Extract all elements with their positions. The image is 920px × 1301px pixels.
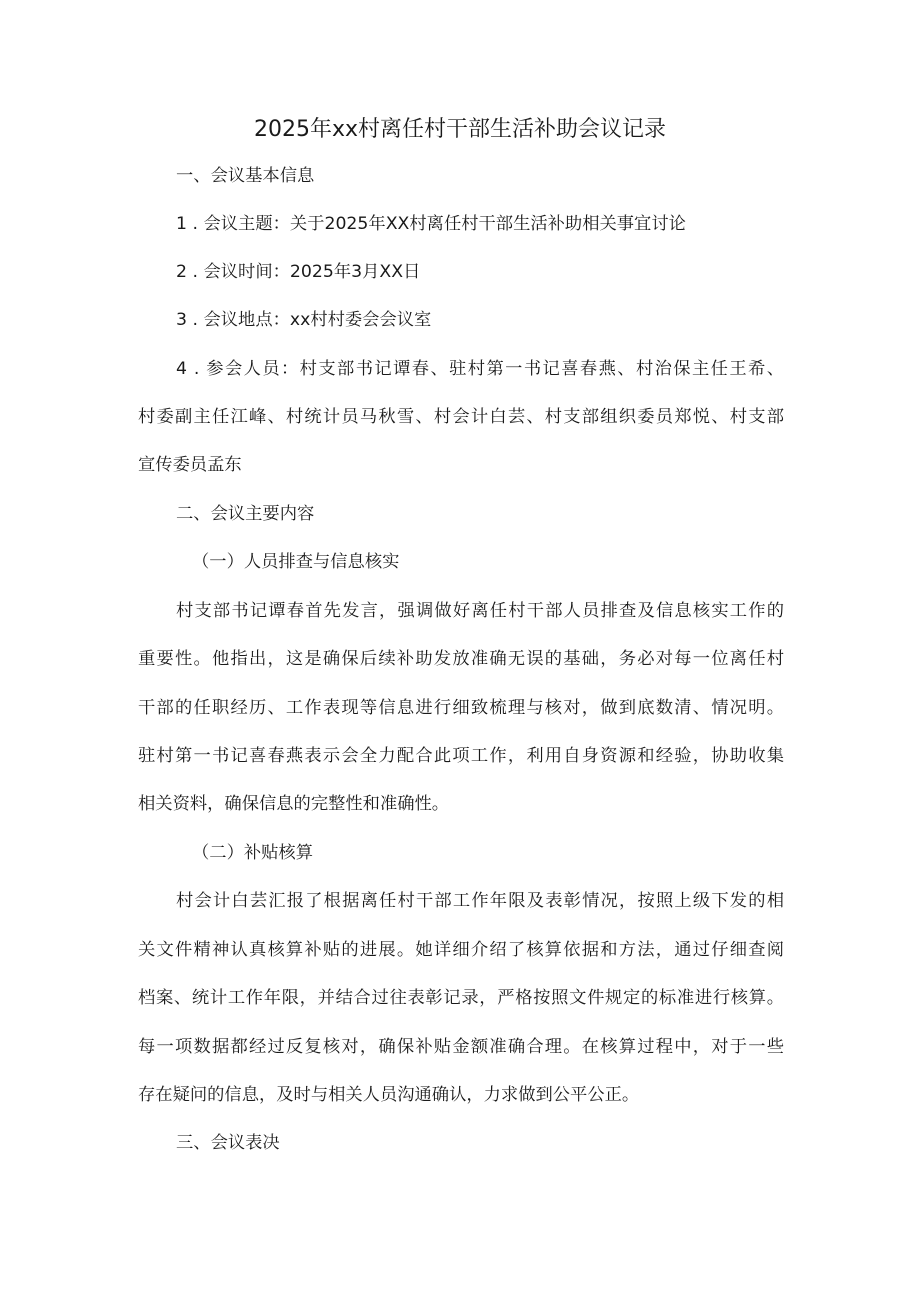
paragraph-verification-line-3: 干部的任职经历、工作表现等信息进行细致梳理与核对，做到底数清、情况明。 (138, 698, 784, 718)
info-item-attendees-line-3: 宣传委员孟东 (138, 455, 242, 475)
subsection-heading-verification: （一）人员排查与信息核实 (192, 552, 400, 572)
paragraph-subsidy-line-2: 关文件精神认真核算补贴的进展。她详细介绍了核算依据和方法，通过仔细查阅 (138, 940, 784, 960)
section-heading-basic-info: 一、会议基本信息 (176, 166, 315, 186)
info-item-attendees-line-1: 4 . 参会人员：村支部书记谭春、驻村第一书记喜春燕、村治保主任王希、 (176, 359, 784, 379)
paragraph-verification-line-5: 相关资料，确保信息的完整性和准确性。 (138, 794, 450, 814)
paragraph-subsidy-line-1: 村会计白芸汇报了根据离任村干部工作年限及表彰情况，按照上级下发的相 (176, 891, 784, 911)
paragraph-verification-line-2: 重要性。他指出，这是确保后续补助发放准确无误的基础，务必对每一位离任村 (138, 649, 784, 669)
info-item-time: 2 . 会议时间：2025年3月XX日 (176, 262, 421, 282)
info-item-topic: 1 . 会议主题：关于2025年XX村离任村干部生活补助相关事宜讨论 (176, 214, 686, 234)
paragraph-subsidy-line-3: 档案、统计工作年限，并结合过往表彰记录，严格按照文件规定的标准进行核算。 (138, 988, 784, 1008)
paragraph-verification-line-4: 驻村第一书记喜春燕表示会全力配合此项工作，利用自身资源和经验，协助收集 (138, 746, 784, 766)
document-title: 2025年xx村离任村干部生活补助会议记录 (253, 117, 667, 142)
paragraph-subsidy-line-4: 每一项数据都经过反复核对，确保补贴金额准确合理。在核算过程中，对于一些 (138, 1037, 784, 1057)
paragraph-subsidy-line-5: 存在疑问的信息，及时与相关人员沟通确认，力求做到公平公正。 (138, 1085, 640, 1105)
section-heading-vote: 三、会议表决 (176, 1133, 280, 1153)
subsection-heading-subsidy: （二）补贴核算 (192, 843, 313, 863)
section-heading-main-content: 二、会议主要内容 (176, 504, 315, 524)
info-item-location: 3 . 会议地点：xx村村委会会议室 (176, 310, 432, 330)
info-item-attendees-line-2: 村委副主任江峰、村统计员马秋雪、村会计白芸、村支部组织委员郑悦、村支部 (138, 407, 784, 427)
paragraph-verification-line-1: 村支部书记谭春首先发言，强调做好离任村干部人员排查及信息核实工作的 (176, 601, 784, 621)
